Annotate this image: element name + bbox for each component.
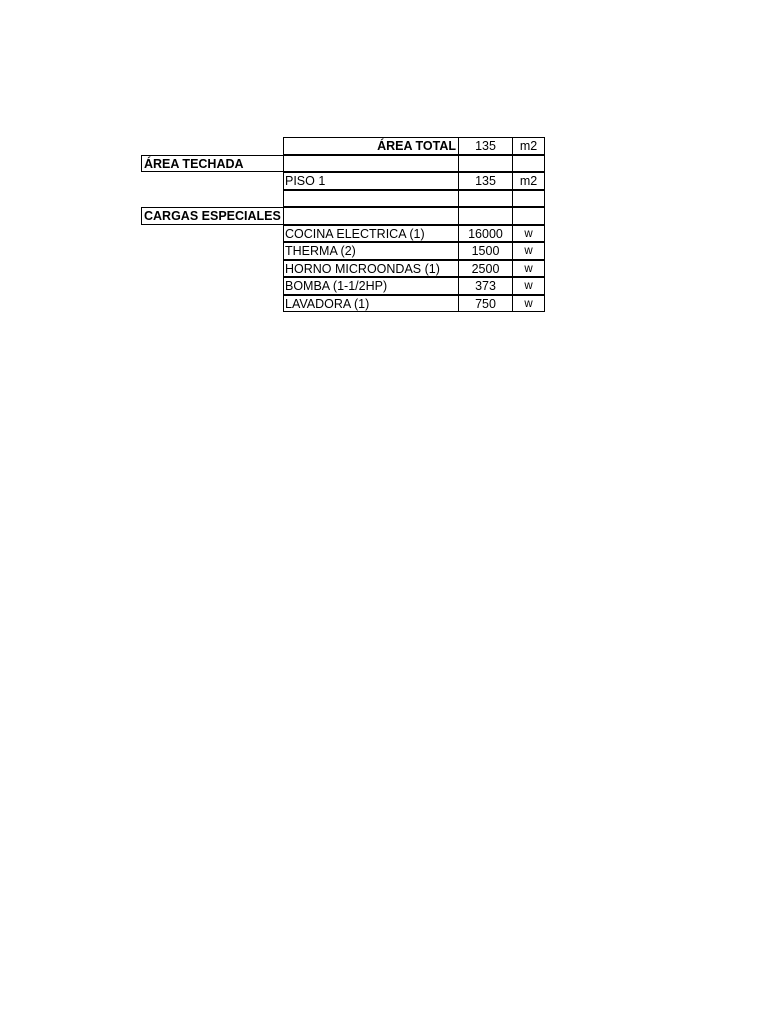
empty-cell <box>283 155 459 173</box>
empty-cell <box>458 190 513 208</box>
load-unit: w <box>512 277 545 295</box>
area-total-value: 135 <box>458 137 513 155</box>
area-techada-label: ÁREA TECHADA <box>141 155 284 173</box>
piso-value: 135 <box>458 172 513 190</box>
empty-cell <box>458 207 513 225</box>
empty-cell <box>512 207 545 225</box>
load-unit: w <box>512 295 545 313</box>
load-unit: w <box>512 242 545 260</box>
area-total-label: ÁREA TOTAL <box>283 137 459 155</box>
load-value: 373 <box>458 277 513 295</box>
load-name: BOMBA (1-1/2HP) <box>283 277 459 295</box>
load-unit: w <box>512 260 545 278</box>
load-name: COCINA ELECTRICA (1) <box>283 225 459 243</box>
load-value: 2500 <box>458 260 513 278</box>
cargas-especiales-label: CARGAS ESPECIALES <box>141 207 284 225</box>
load-value: 16000 <box>458 225 513 243</box>
load-value: 1500 <box>458 242 513 260</box>
piso-label: PISO 1 <box>283 172 459 190</box>
area-total-unit: m2 <box>512 137 545 155</box>
load-name: THERMA (2) <box>283 242 459 260</box>
load-unit: w <box>512 225 545 243</box>
empty-cell <box>512 155 545 173</box>
load-name: LAVADORA (1) <box>283 295 459 313</box>
empty-cell <box>512 190 545 208</box>
piso-unit: m2 <box>512 172 545 190</box>
load-value: 750 <box>458 295 513 313</box>
empty-cell <box>458 155 513 173</box>
empty-cell <box>283 190 459 208</box>
empty-cell <box>283 207 459 225</box>
load-name: HORNO MICROONDAS (1) <box>283 260 459 278</box>
